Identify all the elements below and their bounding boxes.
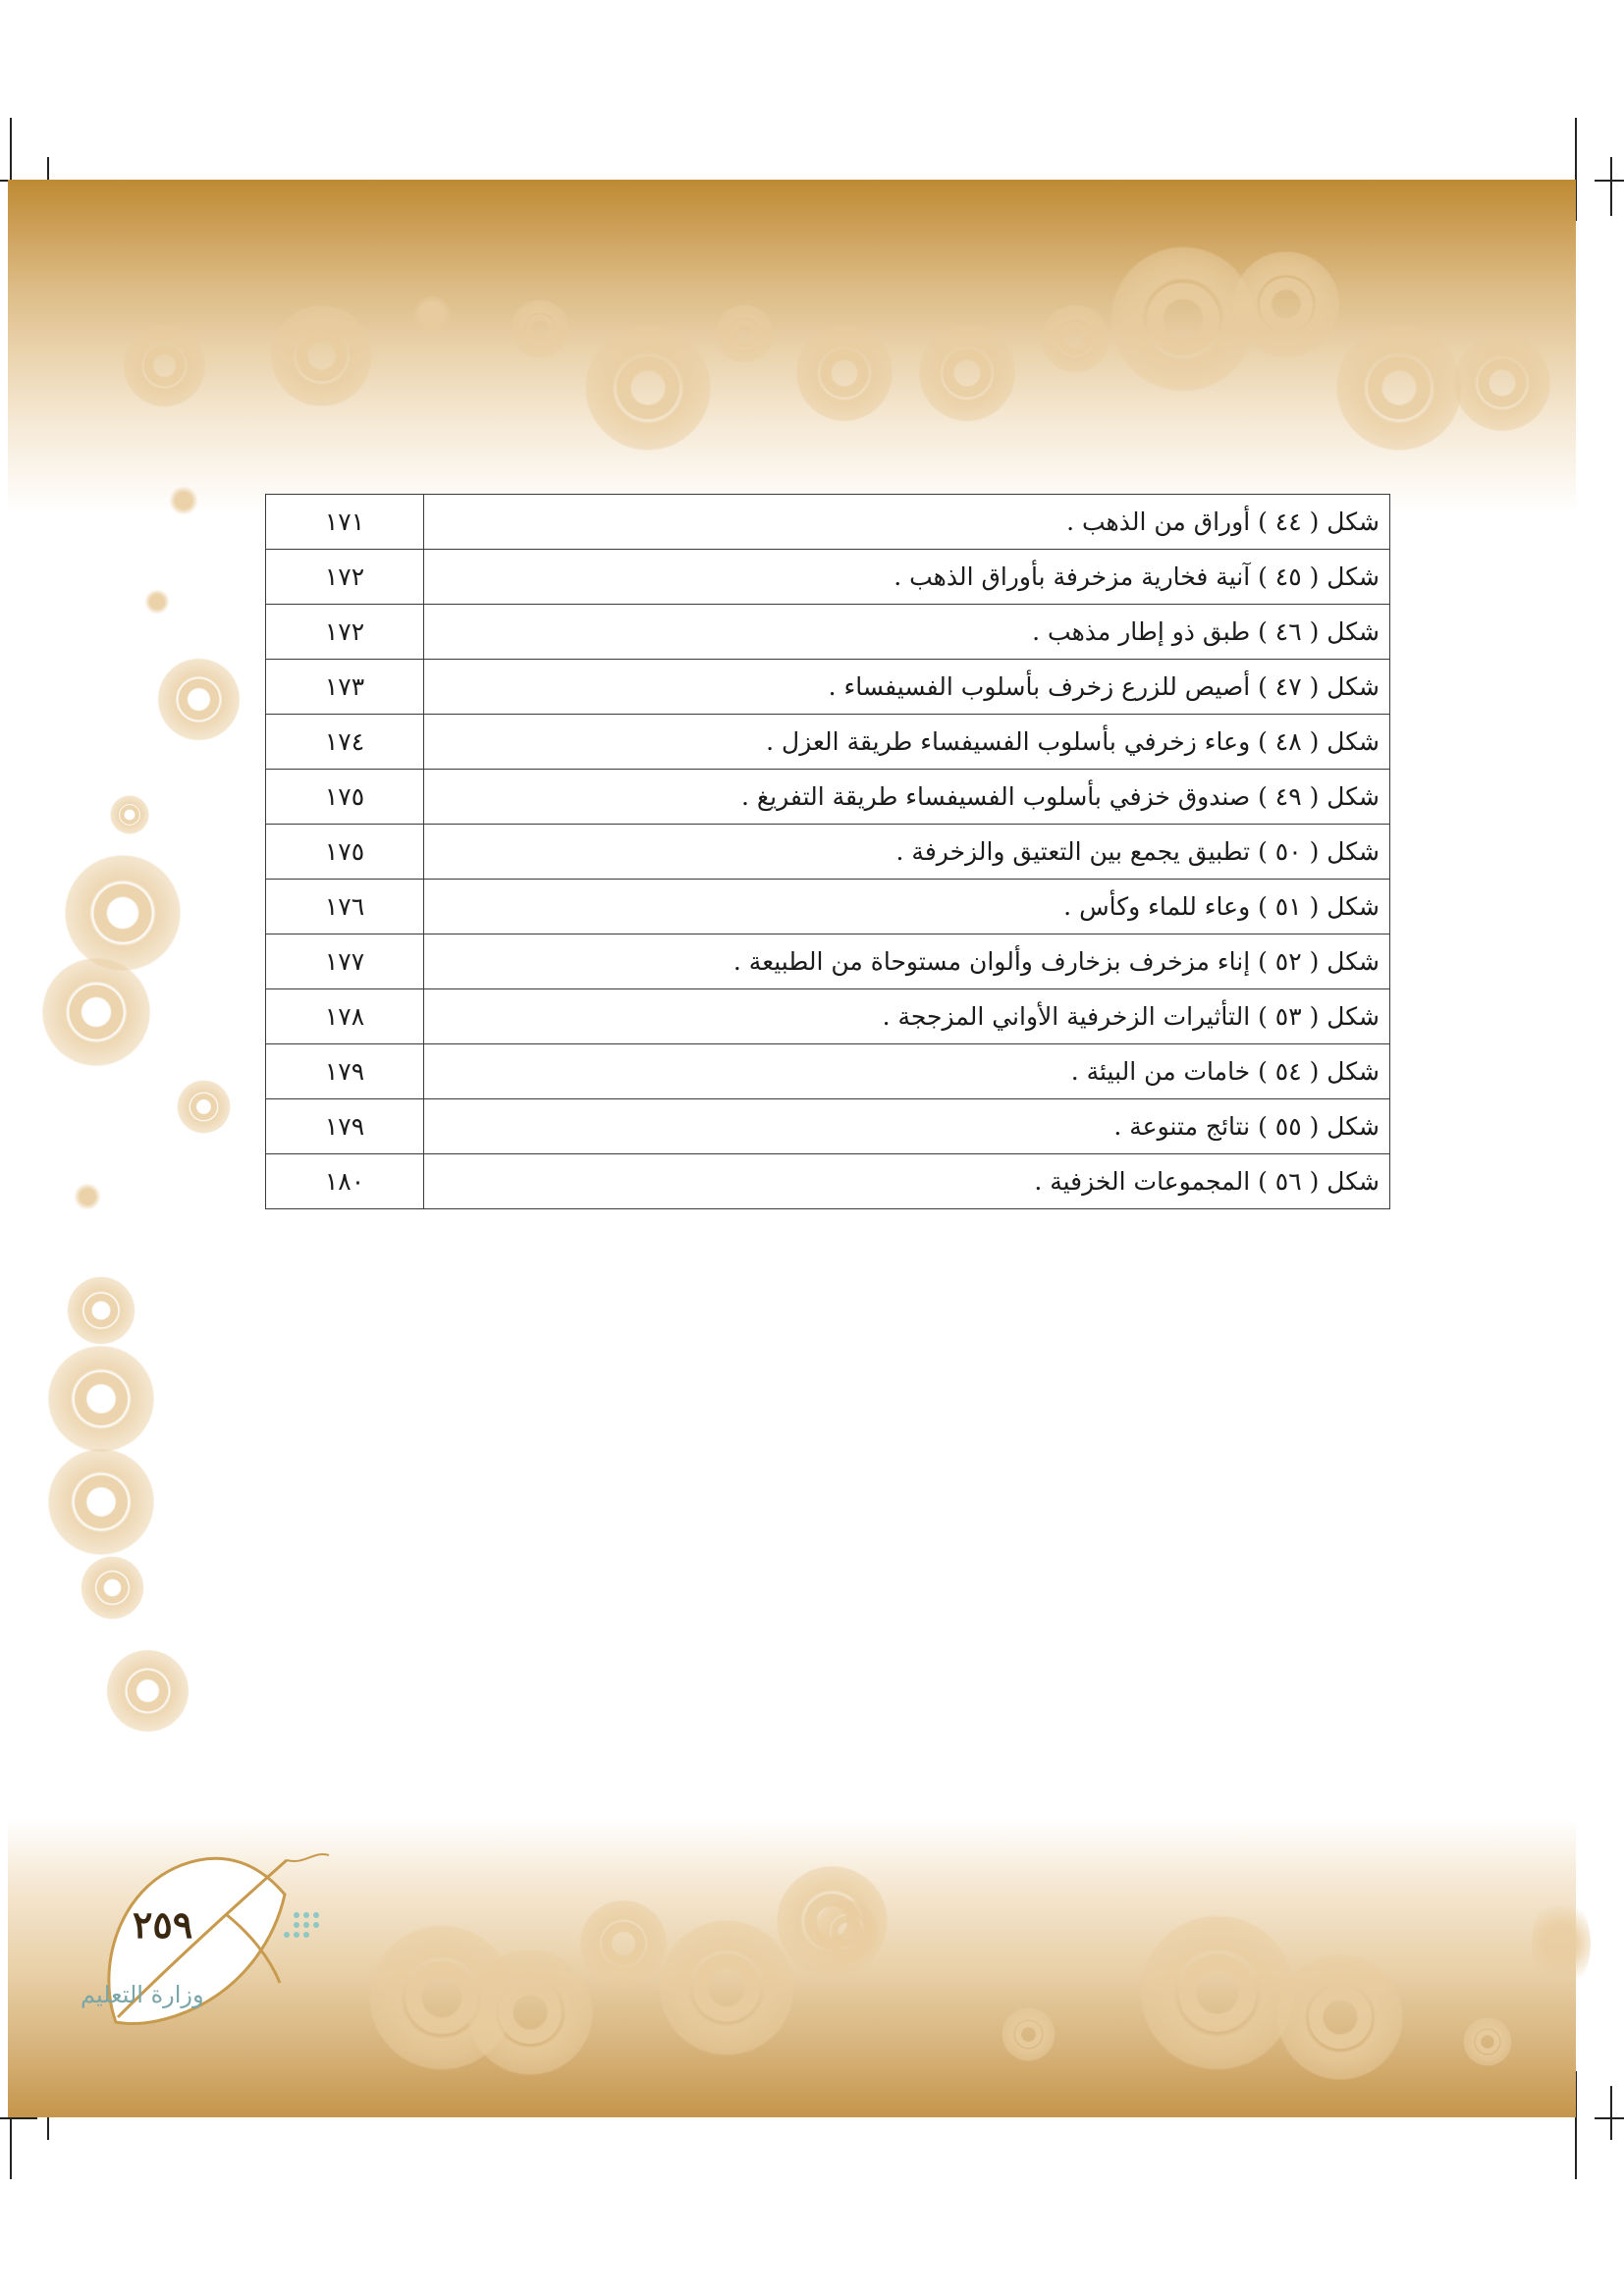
crop-mark: [1595, 2117, 1624, 2119]
leaf-logo-icon: [79, 1821, 334, 2056]
rosette-ornament: [795, 324, 893, 422]
rosette-ornament: [1041, 304, 1110, 373]
rosette-ornament: [144, 589, 170, 614]
table-row: [266, 880, 1390, 934]
rosette-ornament: [67, 1276, 135, 1345]
rosette-ornament: [1463, 2017, 1512, 2066]
figure-caption: شكل ( ٤٤ ) أوراق من الذهب .: [424, 495, 1390, 550]
table-row: [266, 825, 1390, 880]
table-row: [266, 605, 1390, 660]
page-number-cell: ١٧٢: [266, 550, 424, 605]
figure-caption: شكل ( ٥٢ ) إناء مزخرف بزخارف وألوان مستوحاة من الطبيعة .: [424, 934, 1390, 989]
rosette-ornament: [1232, 250, 1340, 358]
page-number-cell: ١٧٥: [266, 825, 424, 880]
rosette-ornament: [41, 957, 151, 1067]
table-row: [266, 1044, 1390, 1099]
table-row: [266, 1154, 1390, 1209]
figure-caption: شكل ( ٥١ ) وعاء للماء وكأس .: [424, 880, 1390, 934]
rosette-ornament: [81, 1556, 144, 1620]
rosette-ornament: [1532, 1895, 1591, 1993]
table-row: [266, 770, 1390, 825]
crop-mark: [1610, 2086, 1612, 2140]
table-row: [266, 715, 1390, 770]
rosette-ornament: [511, 299, 569, 358]
page-number-cell: ١٧٩: [266, 1099, 424, 1154]
page-number-cell: ١٧٩: [266, 1044, 424, 1099]
page-number-cell: ١٧٧: [266, 934, 424, 989]
figure-caption: شكل ( ٥٠ ) تطبيق يجمع بين التعتيق والزخرفة .: [424, 825, 1390, 880]
figure-caption: شكل ( ٤٨ ) وعاء زخرفي بأسلوب الفسيفساء طريقة العزل .: [424, 715, 1390, 770]
rosette-ornament: [1139, 1914, 1296, 2071]
rosette-ornament: [64, 854, 182, 972]
rosette-ornament: [47, 1448, 155, 1556]
figures-table: [265, 494, 1390, 1209]
rosette-ornament: [1453, 334, 1551, 432]
rosette-ornament: [123, 324, 206, 407]
rosette-ornament: [270, 304, 373, 407]
rosette-ornament: [177, 1080, 231, 1134]
page-number-cell: ١٨٠: [266, 1154, 424, 1209]
figure-caption: شكل ( ٥٦ ) المجموعات الخزفية .: [424, 1154, 1390, 1209]
figure-caption: شكل ( ٤٩ ) صندوق خزفي بأسلوب الفسيفساء طريقة التفريغ .: [424, 770, 1390, 825]
table-row: [266, 989, 1390, 1044]
ministry-logo-text: وزارة التعليم: [81, 1981, 204, 2008]
table-row: [266, 550, 1390, 605]
page-number-cell: ١٧١: [266, 495, 424, 550]
page-number-cell: ١٧٦: [266, 880, 424, 934]
rosette-ornament: [106, 1649, 189, 1733]
page-number-cell: ١٧٥: [266, 770, 424, 825]
rosette-ornament: [658, 1919, 795, 2056]
figure-caption: شكل ( ٥٥ ) نتائج متنوعة .: [424, 1099, 1390, 1154]
figure-caption: شكل ( ٥٤ ) خامات من البيئة .: [424, 1044, 1390, 1099]
rosette-ornament: [918, 324, 1016, 422]
rosette-ornament: [1360, 1968, 1389, 1998]
table-row: [266, 660, 1390, 715]
table-row: [266, 1099, 1390, 1154]
rosette-ornament: [169, 486, 198, 515]
rosette-ornament: [1001, 2007, 1056, 2061]
rosette-ornament: [715, 304, 774, 363]
page-number-cell: ١٧٤: [266, 715, 424, 770]
rosette-ornament: [110, 795, 149, 834]
page-number: ٢٥٩: [133, 1902, 193, 1947]
page-number-cell: ١٧٨: [266, 989, 424, 1044]
crop-mark: [1595, 180, 1624, 182]
rosette-ornament: [412, 294, 452, 334]
page-number-cell: ١٧٢: [266, 605, 424, 660]
rosette-ornament: [466, 1949, 594, 2076]
rosette-ornament: [47, 1345, 155, 1453]
rosette-ornament: [584, 324, 712, 452]
rosette-ornament: [579, 1899, 668, 1988]
rosette-ornament: [815, 1899, 879, 1963]
table-row: [266, 495, 1390, 550]
figure-caption: شكل ( ٤٧ ) أصيص للزرع زخرف بأسلوب الفسيفساء .: [424, 660, 1390, 715]
figure-caption: شكل ( ٥٣ ) التأثيرات الزخرفية الأواني المزججة .: [424, 989, 1390, 1044]
crop-mark: [0, 2117, 37, 2119]
rosette-ornament: [74, 1183, 101, 1210]
crop-mark: [1610, 157, 1612, 216]
table-row: [266, 934, 1390, 989]
figure-caption: شكل ( ٤٥ ) آنية فخارية مزخرفة بأوراق الذهب .: [424, 550, 1390, 605]
figure-caption: شكل ( ٤٦ ) طبق ذو إطار مذهب .: [424, 605, 1390, 660]
header-decorative-band: [8, 180, 1576, 513]
rosette-ornament: [157, 658, 241, 741]
rosette-ornament: [1335, 324, 1463, 452]
page-number-cell: ١٧٣: [266, 660, 424, 715]
